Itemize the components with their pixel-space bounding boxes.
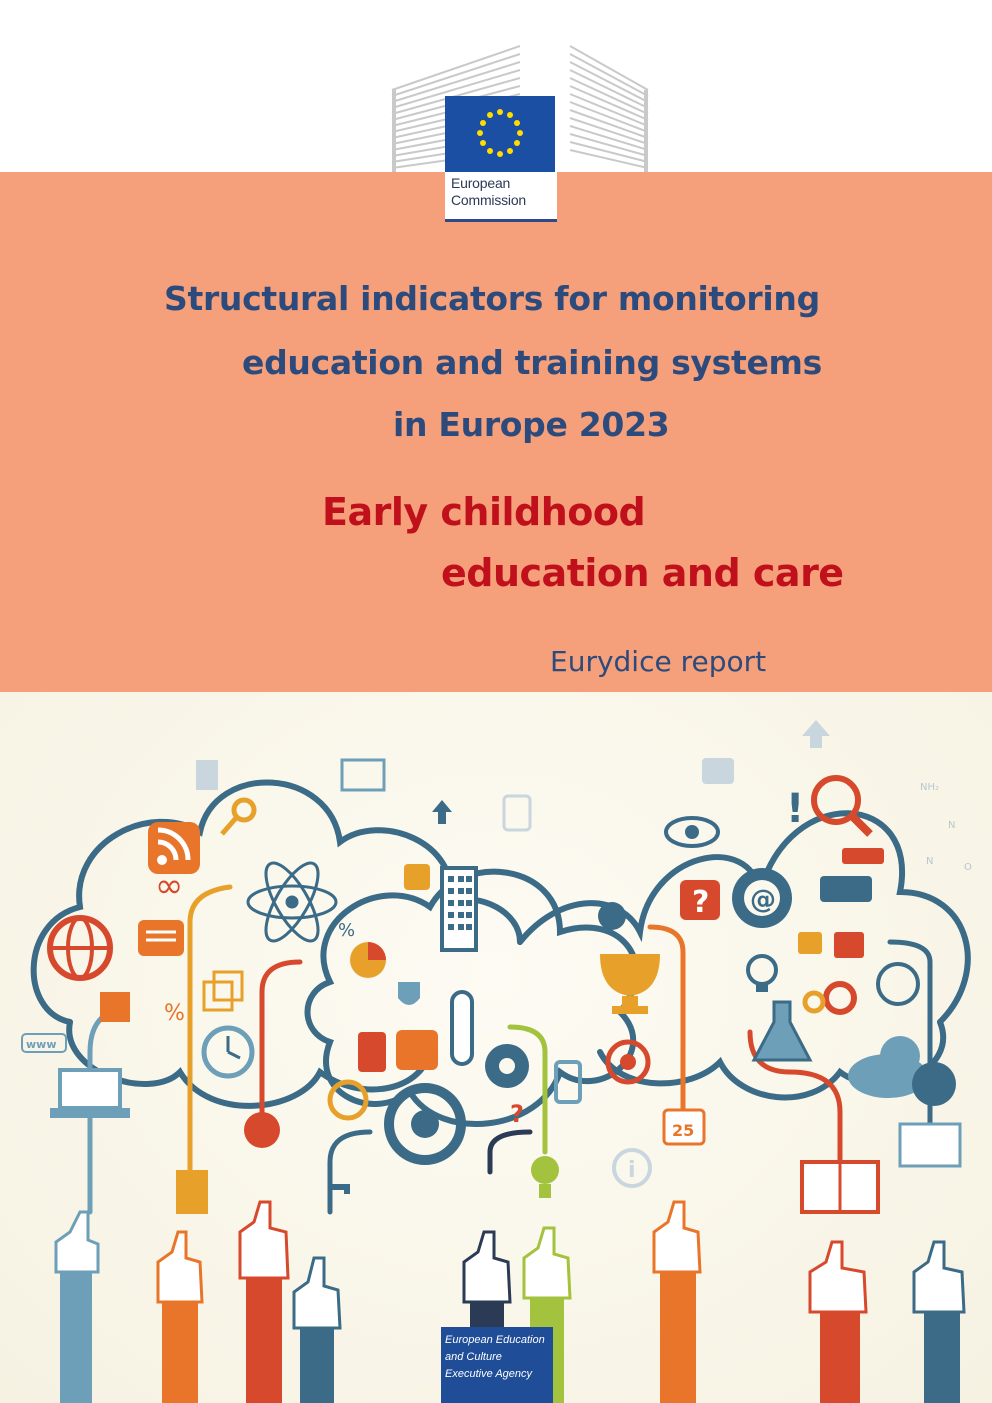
test-tube-icon: [452, 992, 472, 1064]
forward-icon: [396, 1030, 438, 1070]
faucet-icon: [330, 1184, 350, 1194]
www-label: www: [26, 1038, 57, 1051]
question-label-2: ?: [510, 1100, 524, 1128]
percent-label-2: %: [164, 1001, 185, 1026]
hand-icon: [810, 1242, 866, 1403]
gear-icon: [485, 1044, 529, 1088]
office-icon: [900, 1124, 960, 1166]
calculator-icon: [358, 1032, 386, 1072]
agency-line3: Executive Agency: [445, 1368, 533, 1380]
hand-icon: [914, 1242, 964, 1403]
chat-icon: [702, 758, 734, 784]
magnifier-icon: [814, 778, 870, 834]
gear-icon: [805, 993, 823, 1011]
atom-icon: [248, 856, 336, 948]
subtitle-line-1: Early childhood: [322, 490, 646, 534]
trophy-icon: [600, 954, 660, 1014]
calendar-icon: [664, 1110, 704, 1144]
infinity-icon: ∞: [155, 866, 184, 906]
key-icon: [222, 800, 254, 834]
publisher-name-line1: European: [451, 175, 511, 191]
hand-icon: [240, 1202, 288, 1403]
globe-icon: [878, 964, 918, 1004]
hand-icon: [158, 1232, 202, 1403]
document-icon: [196, 760, 218, 790]
nitrogen-label-2: N: [926, 856, 934, 867]
edit-icon: [342, 760, 384, 790]
lock-icon: [798, 932, 822, 954]
message-icon: [138, 920, 184, 956]
info-label: i: [628, 1158, 636, 1183]
eye-icon: [666, 818, 718, 846]
gear-icon: [826, 984, 854, 1012]
cover-illustration: [0, 692, 992, 1403]
share-icon: [244, 1112, 280, 1148]
at-label: @: [750, 885, 776, 915]
lightbulb-icon: [531, 1156, 559, 1198]
up-arrow-icon: [432, 800, 452, 824]
title-line-3: in Europe 2023: [393, 405, 670, 444]
question-label: ?: [692, 885, 710, 920]
nh2-label: NH₂: [920, 782, 940, 793]
shield-icon: [398, 982, 420, 1005]
agency-logo-box: [441, 1327, 553, 1403]
percent-label-1: %: [338, 920, 356, 941]
hand-icon: [56, 1212, 98, 1403]
title-line-2: education and training systems: [242, 343, 822, 382]
battery-icon: [842, 848, 884, 864]
publisher-label: [445, 172, 557, 222]
publisher-name-line2: Commission: [451, 192, 527, 208]
oxygen-label: O: [964, 862, 972, 873]
bird-icon: [598, 902, 626, 930]
building-icon: [442, 868, 476, 950]
puzzle-icon: [404, 864, 430, 890]
question-icon: [680, 880, 720, 920]
clock-icon: [204, 1028, 252, 1076]
book-icon: [802, 1162, 878, 1212]
film-icon: [176, 1170, 208, 1214]
pie-chart-icon: [350, 942, 386, 978]
lightbulb-icon: [748, 956, 776, 992]
up-arrow-icon: [802, 720, 830, 748]
title-line-1: Structural indicators for monitoring: [164, 279, 820, 318]
chart-icon: [100, 992, 130, 1022]
at-sign-icon: [732, 868, 792, 928]
projector-icon: [820, 876, 872, 902]
flask-icon: [754, 1002, 810, 1060]
calendar-day: 25: [672, 1121, 695, 1140]
notebook-icon: [504, 796, 530, 830]
subtitle-line-2: education and care: [441, 551, 844, 595]
nitrogen-label-1: N: [948, 820, 956, 831]
report-type: Eurydice report: [550, 645, 767, 678]
exclamation-icon: !: [786, 786, 805, 832]
hand-icon: [294, 1258, 340, 1403]
lock-icon: [834, 932, 864, 958]
lifebuoy-icon: [389, 1088, 461, 1160]
cube-icon: [204, 972, 242, 1010]
agency-line1: European Education: [445, 1334, 545, 1346]
globe-icon: [50, 918, 110, 978]
agency-line2: and Culture: [445, 1351, 502, 1363]
hand-icon: [654, 1202, 700, 1403]
laptop-icon: [50, 1070, 130, 1118]
